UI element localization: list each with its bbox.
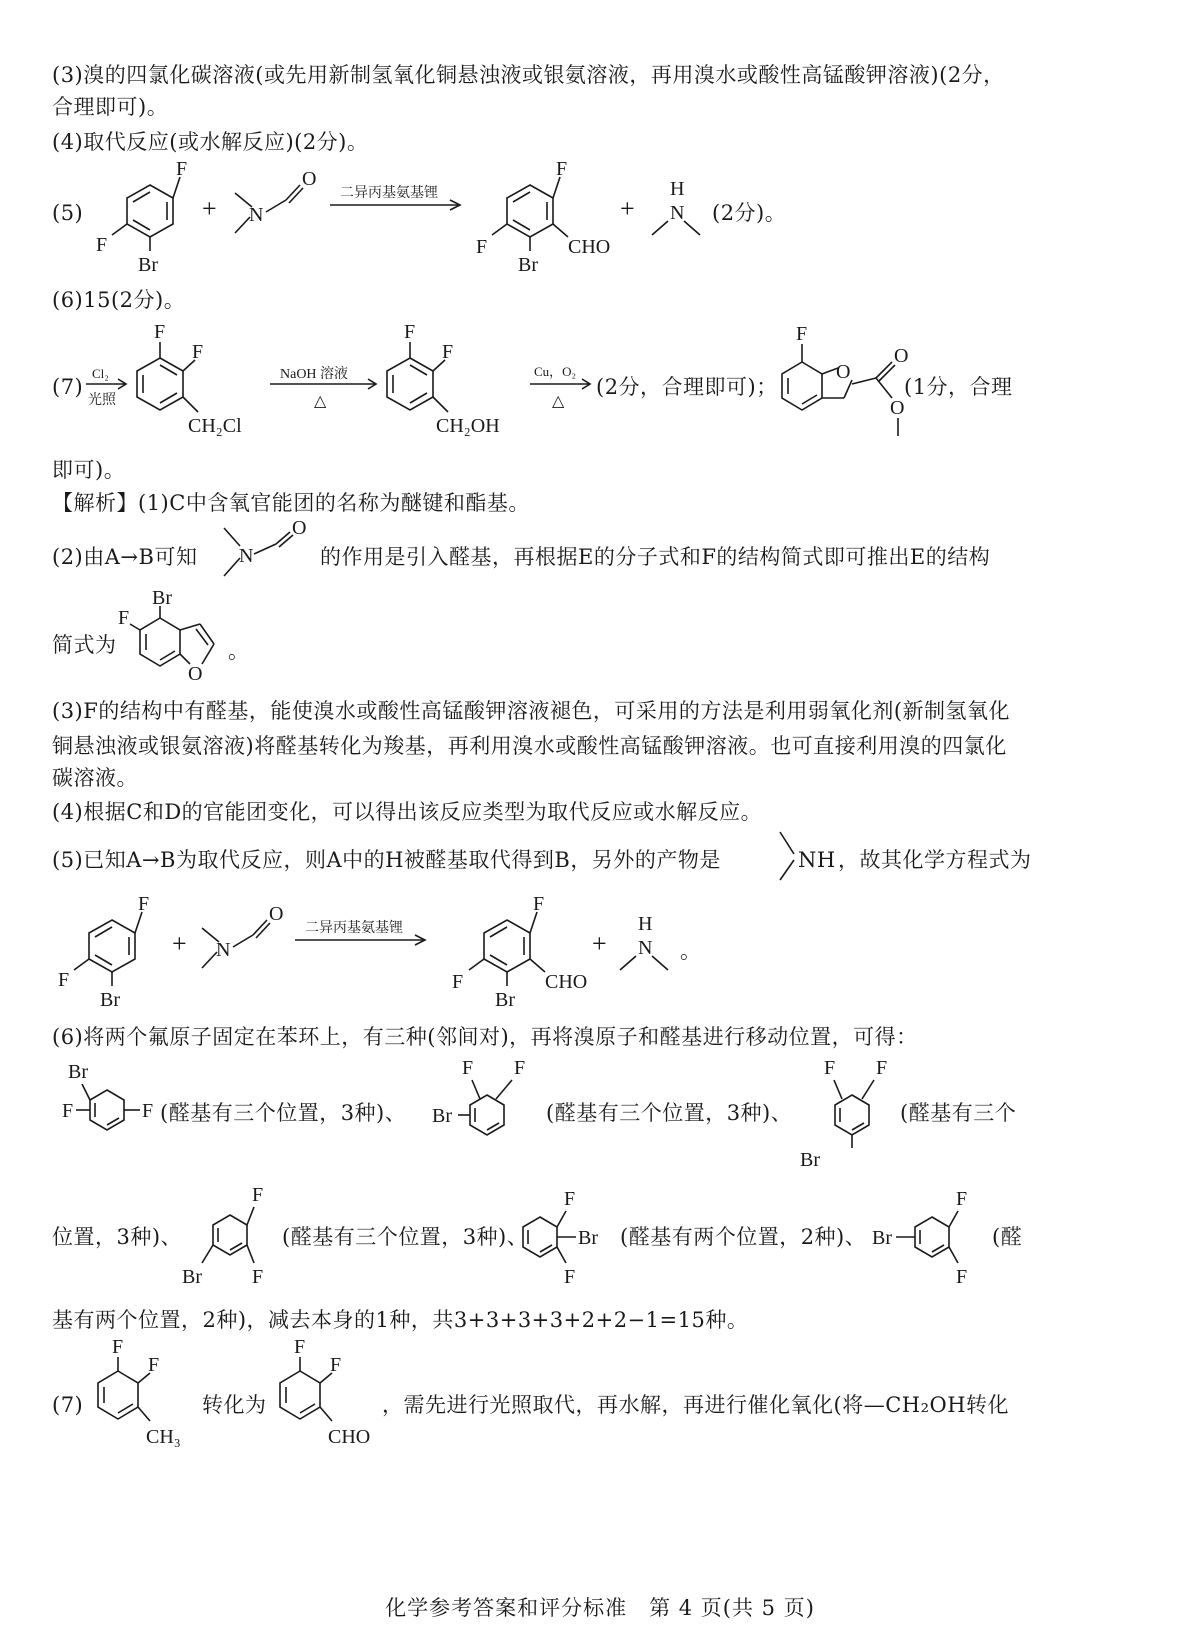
text-line: (醛 <box>992 1225 1023 1249</box>
bond-line <box>492 224 507 235</box>
plus-sign: + <box>620 194 635 223</box>
reagent-label: 二异丙基氨基锂 <box>340 186 438 201</box>
text-line: ，故其化学方程式为 <box>838 848 1032 872</box>
atom-label: F <box>462 1057 474 1079</box>
bond-line <box>530 912 537 933</box>
bond-line <box>620 956 636 970</box>
text-line: (6)15(2分)。 <box>52 288 186 312</box>
atom-label: F <box>62 1100 74 1122</box>
text-line: (6)将两个氟原子固定在苯环上，有三种(邻间对)，再将溴原子和醛基进行移动位置，可得： <box>52 1025 918 1049</box>
atom-label: F <box>96 234 108 256</box>
equation-5-analysis <box>52 890 752 1020</box>
atom-label: F <box>556 158 568 180</box>
condition-label: △ <box>552 393 565 410</box>
atom-label: N <box>638 937 653 959</box>
atom-label: N <box>249 204 264 226</box>
text-line: (3)溴的四氯化碳溶液(或先用新制氢氧化铜悬浊液或银氨溶液，再用溴水或酸性高锰酸钾溶液)(2分， <box>52 63 1005 87</box>
bond-line <box>173 177 180 198</box>
bond-line <box>266 200 286 212</box>
atom-label: F <box>956 1266 968 1288</box>
bond-line <box>254 544 276 554</box>
text-line: 碳溶液。 <box>52 766 138 790</box>
text-line: (醛基有三个位置，3种)、 <box>160 1101 407 1125</box>
atom-label: Br <box>68 1061 88 1083</box>
atom-label: F <box>876 1057 888 1079</box>
atom-label: Br <box>872 1227 892 1249</box>
atom-label: F <box>956 1188 968 1210</box>
atom-label: N <box>670 202 685 224</box>
text-line: 。 <box>228 639 250 663</box>
plus-sign: + <box>592 929 607 958</box>
atom-label: F <box>452 971 464 993</box>
atom-label: Br <box>182 1266 202 1288</box>
bond-line <box>557 1247 566 1263</box>
atom-label: F <box>533 893 545 915</box>
atom-label: F <box>294 1336 306 1358</box>
atom-label: F <box>252 1184 264 1206</box>
bond-line <box>276 532 290 544</box>
text-line: 即可)。 <box>52 458 126 482</box>
bond-line <box>130 624 140 630</box>
atom-label: CHO <box>545 971 588 993</box>
text-line: ，需先进行光照取代，再水解，再进行催化氧化(将—CH₂OH转化 <box>382 1393 1010 1417</box>
text-line: 转化为 <box>202 1393 267 1417</box>
atom-label: F <box>176 158 188 180</box>
atom-label: F <box>142 1100 154 1122</box>
compound-e-structure <box>118 588 238 688</box>
text-line: (3)F的结构中有醛基，能使溴水或酸性高锰酸钾溶液褪色，可采用的方法是利用弱氧化剂(新制氢氧化 <box>52 699 1011 723</box>
atom-label: F <box>58 969 70 991</box>
text-line: 铜悬浊液或银氨溶液)将醛基转化为羧基，再利用溴水或酸性高锰酸钾溶液。也可直接利用溴的四氯化 <box>52 734 1007 758</box>
bond-line <box>862 1080 874 1099</box>
text-line: (醛基有两个位置，2种)、 <box>620 1225 867 1249</box>
reagent-label: Cl₂ <box>92 366 109 381</box>
atom-label: F <box>514 1057 526 1079</box>
atom-label: Br <box>152 587 172 609</box>
text-line: (4)根据C和D的官能团变化，可以得出该反应类型为取代反应或水解反应。 <box>52 800 763 824</box>
bond-line <box>949 1247 958 1263</box>
text-line: 的作用是引入醛基，再根据E的分子式和F的结构简式即可推出E的结构 <box>320 545 991 569</box>
bond-line <box>320 1407 332 1421</box>
plus-sign: + <box>172 929 187 958</box>
bond-line <box>247 1245 254 1263</box>
bond-line <box>557 1211 566 1227</box>
bond-line <box>496 1080 512 1099</box>
atom-label: Br <box>800 1149 820 1171</box>
bond-line <box>780 860 794 880</box>
atom-label: F <box>476 236 488 258</box>
text-line: (4)取代反应(或水解反应)(2分)。 <box>52 130 369 154</box>
atom-label: N <box>239 545 254 567</box>
reagent-label: Cu，O₂ <box>534 364 577 379</box>
atom-label: CH₃ <box>146 1426 181 1448</box>
bond-line <box>834 1080 842 1099</box>
text-line: 简式为 <box>52 633 117 657</box>
bond-line <box>949 1211 958 1227</box>
bond-line <box>74 959 89 970</box>
bond-line <box>652 956 668 970</box>
bond-line <box>112 224 127 235</box>
bond-line <box>553 224 568 237</box>
text-line: 位置，3种)、 <box>52 1225 183 1249</box>
atom-label: F <box>148 1354 160 1376</box>
bond-line <box>852 378 876 384</box>
analysis-heading-line: 【解析】(1)C中含氧官能团的名称为醚键和酯基。 <box>52 491 530 515</box>
text-line: (2)由A→B可知 <box>52 545 198 569</box>
item-number: (7) <box>52 1393 84 1417</box>
atom-label: CHO <box>568 236 611 258</box>
bond-line <box>196 629 208 645</box>
bond-line <box>135 912 142 933</box>
atom-label: O <box>302 168 317 190</box>
atom-label: O <box>890 397 905 419</box>
score-note: (2分，合理即可)； <box>596 375 778 399</box>
bond-line <box>138 1407 150 1421</box>
text-line: (醛基有三个位置，3种)、 <box>546 1101 793 1125</box>
atom-label: Br <box>578 1227 598 1249</box>
dmf-structure <box>218 518 318 588</box>
atom-label: Br <box>495 989 515 1011</box>
bond-line <box>224 528 240 546</box>
text-line: 合理即可)。 <box>52 95 169 119</box>
bond-line <box>247 1207 254 1225</box>
aldehyde-target-structure <box>270 1335 400 1455</box>
text-line: 。 <box>680 939 702 963</box>
atom-label: F <box>118 607 130 629</box>
condition-label: 光照 <box>88 393 116 408</box>
bond-line <box>780 832 794 854</box>
bond-line <box>233 935 253 947</box>
atom-label: CH₂Cl <box>188 415 242 437</box>
atom-label: F <box>112 1336 124 1358</box>
atom-label: H <box>638 913 653 935</box>
text-line: (5)已知A→B为取代反应，则A中的H被醛基取代得到B，另外的产物是 <box>52 848 721 872</box>
reagent-label: 二异丙基氨基锂 <box>305 921 403 936</box>
atom-label: F <box>154 321 166 343</box>
bond-line <box>82 1084 90 1100</box>
bond-line <box>876 378 892 398</box>
atom-label: H <box>670 178 685 200</box>
bond-line <box>224 558 240 576</box>
atom-label: F <box>824 1057 836 1079</box>
text-line: 基有两个位置，2种)，减去本身的1种，共3+3+3+3+2+2−1=15种。 <box>52 1308 749 1332</box>
atom-label: F <box>796 323 808 345</box>
atom-label: O <box>188 663 203 685</box>
bond-line <box>279 535 293 547</box>
atom-label: F <box>564 1266 576 1288</box>
atom-label: F <box>404 321 416 343</box>
score-note: (2分)。 <box>712 201 787 225</box>
atom-label: O <box>836 361 851 383</box>
bond-line <box>530 959 545 972</box>
bond-line <box>202 1245 213 1263</box>
atom-label: Br <box>432 1105 452 1127</box>
atom-label: Br <box>100 989 120 1011</box>
plus-sign: + <box>202 194 217 223</box>
bond-line <box>202 952 217 968</box>
synthesis-route-7 <box>80 318 940 448</box>
bond-line <box>469 959 484 970</box>
score-note: (1分，合理 <box>904 375 1013 399</box>
atom-label: O <box>269 903 284 925</box>
bond-line <box>652 221 668 235</box>
atom-label: Br <box>518 254 538 276</box>
atom-label: O <box>894 345 909 367</box>
bond-line <box>684 221 700 235</box>
atom-label: F <box>138 893 150 915</box>
bond-line <box>472 1080 480 1099</box>
atom-label: CHO <box>328 1426 371 1448</box>
atom-label: F <box>192 341 204 363</box>
bond-line <box>235 217 250 233</box>
atom-label: F <box>564 1188 576 1210</box>
atom-label: CH₂OH <box>436 415 500 437</box>
condition-label: △ <box>314 393 327 410</box>
page-footer: 化学参考答案和评分标准 第 4 页(共 5 页) <box>385 1596 815 1620</box>
atom-label: O <box>292 517 307 539</box>
bond-line <box>553 177 560 198</box>
atom-label: Br <box>138 254 158 276</box>
bond-line <box>202 644 214 664</box>
bond-line <box>183 397 198 412</box>
atom-label: F <box>330 1354 342 1376</box>
atom-label: NH <box>798 848 836 872</box>
text-line: (醛基有三个位置，3种)、 <box>282 1225 529 1249</box>
text-line: (醛基有三个 <box>900 1101 1017 1125</box>
item-number: (5) <box>52 201 84 225</box>
bond-line <box>433 397 448 412</box>
atom-label: F <box>442 341 454 363</box>
bond-line <box>200 624 214 644</box>
reagent-label: NaOH 溶液 <box>280 367 349 382</box>
item-number: (7) <box>52 375 84 399</box>
atom-label: N <box>216 939 231 961</box>
atom-label: F <box>252 1266 264 1288</box>
methyl-start-structure <box>88 1335 208 1455</box>
